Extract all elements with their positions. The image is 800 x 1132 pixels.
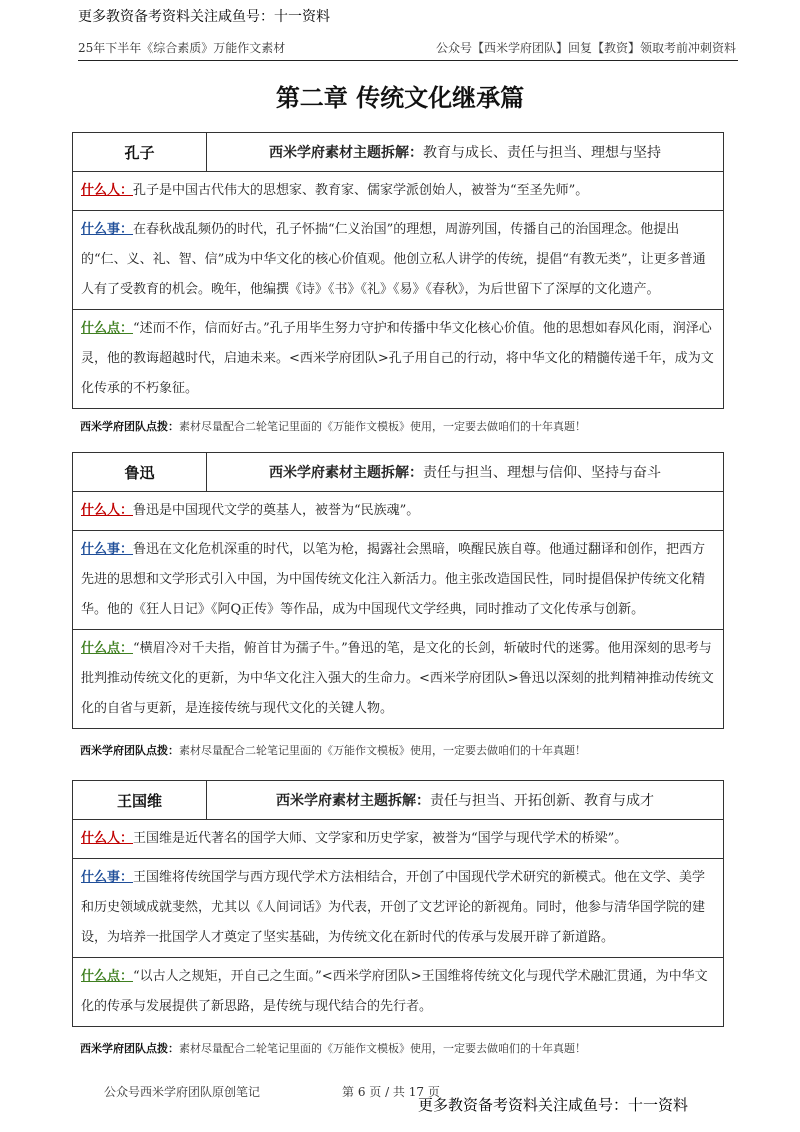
who-label: 什么人： [81, 503, 134, 518]
theme-breakdown [207, 781, 723, 819]
tip-label: 西米学府团队点拨： [80, 1042, 179, 1055]
what-label: 什么事： [81, 542, 134, 557]
header-divider [78, 60, 738, 61]
material-card [72, 452, 724, 729]
chapter-title: 第二章 传统文化继承篇 [275, 83, 525, 112]
header-left: 25年下半年《综合素质》万能作文素材 [78, 41, 286, 55]
why-label: 什么点： [81, 321, 134, 336]
why-text: “横眉冷对千夫指，俯首甘为孺子牛。”鲁迅的笔，是文化的长剑，斩破时代的迷雾。他用深刻的思考与批判推动传统文化的更新，为中华文化注入强大的生命力。<西米学府团队>鲁迅以深刻的批判精神推动传统文化的自省与更新，是连接传统与现代文化的关键人物。 [81, 641, 714, 716]
who-label: 什么人： [81, 831, 134, 846]
who-row [73, 820, 723, 859]
person-name: 王国维 [73, 781, 207, 819]
card-header [73, 453, 723, 492]
what-text: 在春秋战乱频仍的时代，孔子怀揣“仁义治国”的理想，周游列国，传播自己的治国理念。他提出的“仁、义、礼、智、信”成为中华文化的核心价值观。他创立私人讲学的传统，提倡“有教无类”，让更多普通人有了受教育的机会。晚年，他编撰《诗》《书》《礼》《易》《春秋》，为后世留下了深厚的文化遗产。 [81, 222, 706, 297]
theme-list: 教育与成长、责任与担当、理想与坚持 [423, 145, 661, 161]
why-row [73, 630, 723, 728]
theme-breakdown [207, 133, 723, 171]
person-name: 孔子 [73, 133, 207, 171]
what-row [73, 859, 723, 958]
page-number: 第 6 页 / 共 17 页 [342, 1085, 440, 1099]
person-name: 鲁迅 [73, 453, 207, 491]
what-text: 王国维将传统国学与西方现代学术方法相结合，开创了中国现代学术研究的新模式。他在文学、美学和历史领域成就斐然，尤其以《人间词话》为代表，开创了文艺评论的新视角。同时，他参与清华国学院的建设，为培养一批国学人才奠定了坚实基础，为传统文化在新时代的传承与发展开辟了新道路。 [81, 870, 706, 945]
theme-label: 西米学府素材主题拆解： [269, 145, 423, 161]
theme-label: 西米学府素材主题拆解： [276, 793, 430, 809]
watermark-top: 更多教资备考资料关注咸鱼号：十一资料 [78, 9, 330, 25]
why-text: “述而不作，信而好古。”孔子用毕生努力守护和传播中华文化核心价值。他的思想如春风化雨，润泽心灵，他的教诲超越时代，启迪未来。<西米学府团队>孔子用自己的行动，将中华文化的精髓传递千年，成为文化传承的不朽象征。 [81, 321, 714, 396]
why-row [73, 310, 723, 408]
why-label: 什么点： [81, 969, 134, 984]
theme-label: 西米学府素材主题拆解： [269, 465, 423, 481]
tip-note [80, 1040, 586, 1056]
tip-note [80, 742, 586, 758]
card-header [73, 781, 723, 820]
why-text: “以古人之规矩，开自己之生面。”<西米学府团队>王国维将传统文化与现代学术融汇贯通，为中华文化的传承与发展提供了新思路，是传统与现代结合的先行者。 [81, 969, 708, 1014]
who-text: 孔子是中国古代伟大的思想家、教育家、儒家学派创始人，被誉为“至圣先师”。 [133, 183, 589, 198]
watermark-bottom: 更多教资备考资料关注咸鱼号：十一资料 [418, 1096, 689, 1114]
tip-text: 素材尽量配合二轮笔记里面的《万能作文模板》使用，一定要去做咱们的十年真题！ [179, 420, 586, 433]
tip-label: 西米学府团队点拨： [80, 420, 179, 433]
theme-list: 责任与担当、开拓创新、教育与成才 [430, 793, 654, 809]
footer-source: 公众号西米学府团队原创笔记 [104, 1085, 261, 1099]
what-row [73, 211, 723, 310]
what-row [73, 531, 723, 630]
who-text: 王国维是近代著名的国学大师、文学家和历史学家，被誉为“国学与现代学术的桥梁”。 [133, 831, 628, 846]
theme-breakdown [207, 453, 723, 491]
who-row [73, 172, 723, 211]
why-row [73, 958, 723, 1026]
tip-note [80, 418, 586, 434]
tip-text: 素材尽量配合二轮笔记里面的《万能作文模板》使用，一定要去做咱们的十年真题！ [179, 744, 586, 757]
material-card [72, 132, 724, 409]
tip-text: 素材尽量配合二轮笔记里面的《万能作文模板》使用，一定要去做咱们的十年真题！ [179, 1042, 586, 1055]
who-label: 什么人： [81, 183, 134, 198]
what-text: 鲁迅在文化危机深重的时代，以笔为枪，揭露社会黑暗，唤醒民族自尊。他通过翻译和创作，把西方先进的思想和文学形式引入中国，为中国传统文化注入新活力。他主张改造国民性，同时提倡保护传统文化精华。他的《狂人日记》《阿Q正传》等作品，成为中国现代文学经典，同时推动了文化传承与创新。 [81, 542, 706, 617]
who-row [73, 492, 723, 531]
theme-list: 责任与担当、理想与信仰、坚持与奋斗 [423, 465, 661, 481]
header-right: 公众号【西米学府团队】回复【教资】领取考前冲刺资料 [435, 41, 736, 55]
material-card [72, 780, 724, 1027]
who-text: 鲁迅是中国现代文学的奠基人，被誉为“民族魂”。 [133, 503, 420, 518]
what-label: 什么事： [81, 222, 134, 237]
why-label: 什么点： [81, 641, 134, 656]
tip-label: 西米学府团队点拨： [80, 744, 179, 757]
what-label: 什么事： [81, 870, 134, 885]
card-header [73, 133, 723, 172]
